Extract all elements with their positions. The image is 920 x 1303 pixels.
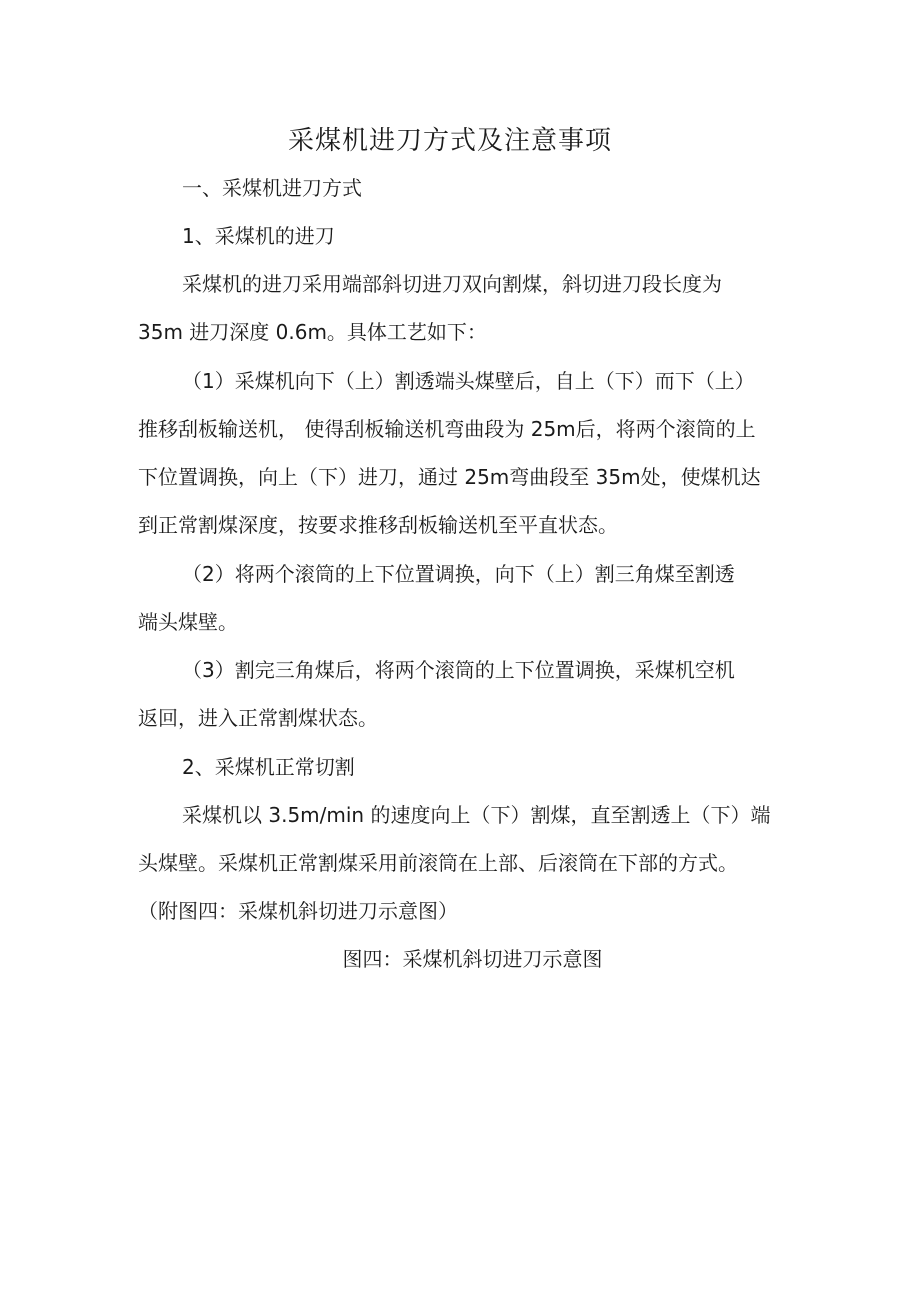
step-line: 到正常割煤深度，按要求推移刮板输送机至平直状态。 [138, 513, 618, 537]
paragraph-line: 头煤壁。采煤机正常割煤采用前滚筒在上部、后滚筒在下部的方式。 [138, 851, 738, 875]
step-line: （1）采煤机向下（上）割透端头煤壁后，自上（下）而下（上） [182, 369, 755, 393]
figure-reference: （附图四：采煤机斜切进刀示意图） [138, 899, 458, 923]
step-line: （2）将两个滚筒的上下位置调换，向下（上）割三角煤至割透 [182, 562, 735, 586]
document-title: 采煤机进刀方式及注意事项 [287, 126, 612, 156]
subsection-heading: 2、采煤机正常切割 [182, 755, 355, 779]
paragraph-line: 35m 进刀深度 0.6m。具体工艺如下： [138, 320, 487, 344]
step-line: 返回，进入正常割煤状态。 [138, 706, 378, 730]
step-line: 端头煤壁。 [138, 610, 238, 634]
paragraph-line: 采煤机的进刀采用端部斜切进刀双向割煤，斜切进刀段长度为 [182, 272, 722, 296]
paragraph-line: 采煤机以 3.5m/min 的速度向上（下）割煤，直至割透上（下）端 [182, 803, 771, 827]
section-heading: 一、采煤机进刀方式 [182, 176, 362, 200]
figure-caption: 图四：采煤机斜切进刀示意图 [342, 947, 603, 971]
step-line: （3）割完三角煤后，将两个滚筒的上下位置调换，采煤机空机 [182, 658, 735, 682]
step-line: 推移刮板输送机， 使得刮板输送机弯曲段为 25m后，将两个滚筒的上 [138, 417, 756, 441]
step-line: 下位置调换，向上（下）进刀，通过 25m弯曲段至 35m处，使煤机达 [138, 465, 761, 489]
subsection-heading: 1、采煤机的进刀 [182, 224, 335, 248]
